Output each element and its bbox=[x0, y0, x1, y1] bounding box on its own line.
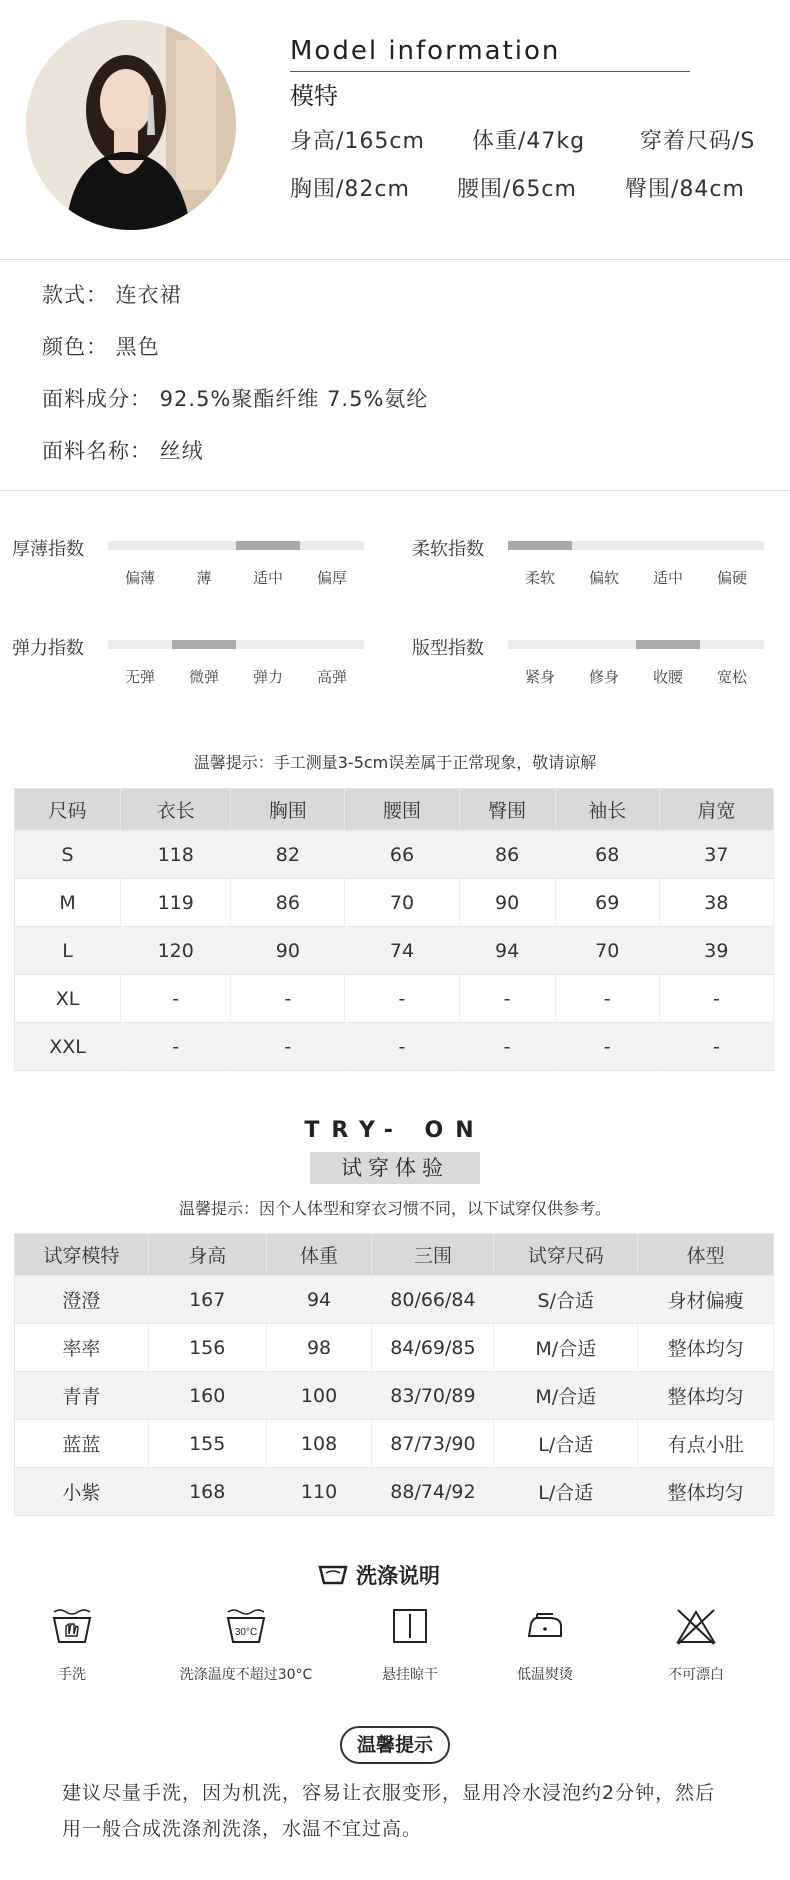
elasticity-index-label: 弹力指数 bbox=[12, 638, 84, 659]
table-cell: L/合适 bbox=[494, 1468, 638, 1516]
table-cell: - bbox=[659, 1023, 773, 1071]
model-photo-illustration bbox=[26, 20, 236, 230]
size-table bbox=[14, 788, 774, 1071]
table-cell: 86 bbox=[459, 831, 555, 879]
table-cell: 83/70/89 bbox=[372, 1372, 494, 1420]
model-subtitle: 模特 bbox=[290, 82, 338, 110]
table-cell: 身材偏瘦 bbox=[638, 1276, 774, 1324]
table-cell: - bbox=[231, 1023, 345, 1071]
column-header: 试穿模特 bbox=[15, 1234, 149, 1276]
table-cell: 87/73/90 bbox=[372, 1420, 494, 1468]
tryon-subtitle: 试穿体验 bbox=[310, 1152, 480, 1184]
table-cell: - bbox=[345, 1023, 459, 1071]
wash-hand bbox=[2, 1606, 142, 1684]
column-header: 腰围 bbox=[345, 789, 459, 831]
index-option: 偏软 bbox=[588, 569, 619, 587]
wash-30 bbox=[166, 1606, 326, 1684]
table-header-row bbox=[15, 789, 774, 831]
table-header-row bbox=[15, 1234, 774, 1276]
attr-color: 颜色： 黑色 bbox=[42, 335, 160, 359]
column-header: 尺码 bbox=[15, 789, 121, 831]
table-row bbox=[15, 1276, 774, 1324]
table-cell: - bbox=[459, 975, 555, 1023]
wash-no-bleach-label: 不可漂白 bbox=[668, 1667, 724, 1683]
table-cell: - bbox=[459, 1023, 555, 1071]
column-header: 体型 bbox=[638, 1234, 774, 1276]
model-size: 穿着尺码/S bbox=[640, 129, 756, 154]
table-cell: - bbox=[555, 975, 659, 1023]
table-row bbox=[15, 927, 774, 975]
table-cell: S/合适 bbox=[494, 1276, 638, 1324]
table-cell: S bbox=[15, 831, 121, 879]
table-cell: 168 bbox=[148, 1468, 266, 1516]
table-cell: 90 bbox=[231, 927, 345, 975]
column-header: 试穿尺码 bbox=[494, 1234, 638, 1276]
table-cell: 蓝蓝 bbox=[15, 1420, 149, 1468]
index-option: 无弹 bbox=[124, 668, 155, 686]
thickness-index-label: 厚薄指数 bbox=[12, 539, 84, 560]
thickness-index-selected bbox=[236, 541, 300, 550]
wash-hand-label: 手洗 bbox=[58, 1667, 86, 1683]
table-cell: 70 bbox=[555, 927, 659, 975]
column-header: 体重 bbox=[266, 1234, 372, 1276]
table-cell: - bbox=[659, 975, 773, 1023]
table-cell: 有点小肚 bbox=[638, 1420, 774, 1468]
column-header: 衣长 bbox=[121, 789, 231, 831]
table-cell: 108 bbox=[266, 1420, 372, 1468]
fit-index-track bbox=[508, 640, 764, 649]
notice-title: 温馨提示 bbox=[340, 1726, 450, 1764]
divider bbox=[0, 490, 790, 491]
table-row bbox=[15, 1324, 774, 1372]
wash-hang-label: 悬挂晾干 bbox=[382, 1667, 438, 1683]
table-row bbox=[15, 1468, 774, 1516]
column-header: 肩宽 bbox=[659, 789, 773, 831]
model-hips: 臀围/84cm bbox=[625, 177, 745, 202]
table-row bbox=[15, 1023, 774, 1071]
table-cell: 74 bbox=[345, 927, 459, 975]
hand-wash-icon bbox=[50, 1606, 94, 1646]
elasticity-index-options bbox=[108, 666, 364, 687]
basin-icon bbox=[318, 1563, 348, 1587]
wash-temp-mark: 30°C bbox=[234, 1627, 258, 1638]
table-row bbox=[15, 831, 774, 879]
table-cell: - bbox=[555, 1023, 659, 1071]
column-header: 身高 bbox=[148, 1234, 266, 1276]
model-info-title: Model information bbox=[290, 36, 561, 66]
tryon-table bbox=[14, 1233, 774, 1516]
table-cell: 整体均匀 bbox=[638, 1372, 774, 1420]
index-option: 适中 bbox=[652, 569, 683, 587]
table-cell: 率率 bbox=[15, 1324, 149, 1372]
tryon-tip: 温馨提示：因个人体型和穿衣习惯不同，以下试穿仅供参考。 bbox=[178, 1199, 611, 1218]
column-header: 袖长 bbox=[555, 789, 659, 831]
table-cell: 69 bbox=[555, 879, 659, 927]
index-option: 高弹 bbox=[316, 668, 347, 686]
table-cell: 70 bbox=[345, 879, 459, 927]
model-photo bbox=[26, 20, 236, 230]
table-cell: M/合适 bbox=[494, 1372, 638, 1420]
fit-index-label: 版型指数 bbox=[412, 638, 484, 659]
notice-line-1: 建议尽量手洗，因为机洗，容易让衣服变形，显用冷水浸泡约2分钟，然后 bbox=[62, 1782, 716, 1804]
elasticity-index-selected bbox=[172, 640, 236, 649]
model-weight: 体重/47kg bbox=[472, 129, 586, 154]
wash-30-label: 洗涤温度不超过30°C bbox=[179, 1667, 313, 1683]
attr-composition: 面料成分： 92.5%聚酯纤维 7.5%氨纶 bbox=[42, 387, 429, 411]
index-option: 适中 bbox=[252, 569, 283, 587]
index-option: 微弹 bbox=[188, 668, 219, 686]
table-cell: L bbox=[15, 927, 121, 975]
table-cell: 38 bbox=[659, 879, 773, 927]
table-cell: 94 bbox=[266, 1276, 372, 1324]
table-cell: 整体均匀 bbox=[638, 1468, 774, 1516]
table-cell: 澄澄 bbox=[15, 1276, 149, 1324]
index-option: 紧身 bbox=[524, 668, 555, 686]
no-bleach-icon bbox=[674, 1606, 718, 1646]
index-option: 收腰 bbox=[652, 668, 683, 686]
thickness-index-track bbox=[108, 541, 364, 550]
table-cell: 94 bbox=[459, 927, 555, 975]
table-cell: 37 bbox=[659, 831, 773, 879]
table-cell: 82 bbox=[231, 831, 345, 879]
index-option: 宽松 bbox=[716, 668, 747, 686]
table-cell: - bbox=[231, 975, 345, 1023]
thickness-index-options bbox=[108, 567, 364, 588]
table-cell: 青青 bbox=[15, 1372, 149, 1420]
table-cell: 167 bbox=[148, 1276, 266, 1324]
table-cell: 66 bbox=[345, 831, 459, 879]
wash-iron-label: 低温熨烫 bbox=[517, 1667, 573, 1683]
table-row bbox=[15, 975, 774, 1023]
table-cell: M/合适 bbox=[494, 1324, 638, 1372]
fit-index-options bbox=[508, 666, 764, 687]
model-height: 身高/165cm bbox=[290, 129, 425, 154]
elasticity-index-track bbox=[108, 640, 364, 649]
softness-index-options bbox=[508, 567, 764, 588]
table-cell: 小紫 bbox=[15, 1468, 149, 1516]
table-cell: 80/66/84 bbox=[372, 1276, 494, 1324]
wash-title: 洗涤说明 bbox=[356, 1564, 440, 1588]
table-cell: L/合适 bbox=[494, 1420, 638, 1468]
index-option: 修身 bbox=[588, 668, 619, 686]
table-cell: 整体均匀 bbox=[638, 1324, 774, 1372]
table-cell: 160 bbox=[148, 1372, 266, 1420]
table-cell: 119 bbox=[121, 879, 231, 927]
wash-hang bbox=[340, 1606, 480, 1684]
fit-index-selected bbox=[636, 640, 700, 649]
wash-30-icon bbox=[224, 1606, 268, 1646]
softness-index-track bbox=[508, 541, 764, 550]
index-option: 偏薄 bbox=[124, 569, 155, 587]
table-cell: M bbox=[15, 879, 121, 927]
index-option: 弹力 bbox=[252, 668, 283, 686]
table-cell: 110 bbox=[266, 1468, 372, 1516]
index-option: 柔软 bbox=[524, 569, 555, 587]
index-option: 薄 bbox=[196, 569, 212, 587]
wash-iron bbox=[475, 1606, 615, 1684]
table-cell: 118 bbox=[121, 831, 231, 879]
column-header: 臀围 bbox=[459, 789, 555, 831]
index-option: 偏厚 bbox=[316, 569, 347, 587]
model-title-underline bbox=[290, 71, 690, 72]
notice-line-2: 用一般合成洗涤剂洗涤，水温不宜过高。 bbox=[62, 1818, 423, 1840]
table-cell: XXL bbox=[15, 1023, 121, 1071]
table-cell: 98 bbox=[266, 1324, 372, 1372]
table-cell: 84/69/85 bbox=[372, 1324, 494, 1372]
table-cell: - bbox=[345, 975, 459, 1023]
table-row bbox=[15, 879, 774, 927]
model-waist: 腰围/65cm bbox=[457, 177, 577, 202]
attr-style: 款式： 连衣裙 bbox=[42, 283, 182, 307]
model-bust: 胸围/82cm bbox=[290, 177, 410, 202]
wash-no-bleach bbox=[626, 1606, 766, 1684]
attr-fabric: 面料名称： 丝绒 bbox=[42, 439, 204, 463]
table-cell: 88/74/92 bbox=[372, 1468, 494, 1516]
table-row bbox=[15, 1372, 774, 1420]
wash-header bbox=[318, 1560, 440, 1590]
index-option: 偏硬 bbox=[716, 569, 747, 587]
table-cell: 90 bbox=[459, 879, 555, 927]
column-header: 三围 bbox=[372, 1234, 494, 1276]
table-row bbox=[15, 1420, 774, 1468]
softness-index-label: 柔软指数 bbox=[412, 539, 484, 560]
table-cell: - bbox=[121, 1023, 231, 1071]
table-cell: 120 bbox=[121, 927, 231, 975]
table-cell: 100 bbox=[266, 1372, 372, 1420]
table-cell: 156 bbox=[148, 1324, 266, 1372]
table-cell: 39 bbox=[659, 927, 773, 975]
low-iron-icon bbox=[523, 1606, 567, 1646]
tryon-title: TRY- ON bbox=[304, 1118, 486, 1143]
size-tip: 温馨提示：手工测量3-5cm误差属于正常现象，敬请谅解 bbox=[193, 753, 597, 772]
softness-index-selected bbox=[508, 541, 572, 550]
divider bbox=[0, 259, 790, 260]
table-cell: 86 bbox=[231, 879, 345, 927]
table-cell: 68 bbox=[555, 831, 659, 879]
table-cell: XL bbox=[15, 975, 121, 1023]
hang-dry-icon bbox=[388, 1606, 432, 1646]
table-cell: - bbox=[121, 975, 231, 1023]
column-header: 胸围 bbox=[231, 789, 345, 831]
table-cell: 155 bbox=[148, 1420, 266, 1468]
